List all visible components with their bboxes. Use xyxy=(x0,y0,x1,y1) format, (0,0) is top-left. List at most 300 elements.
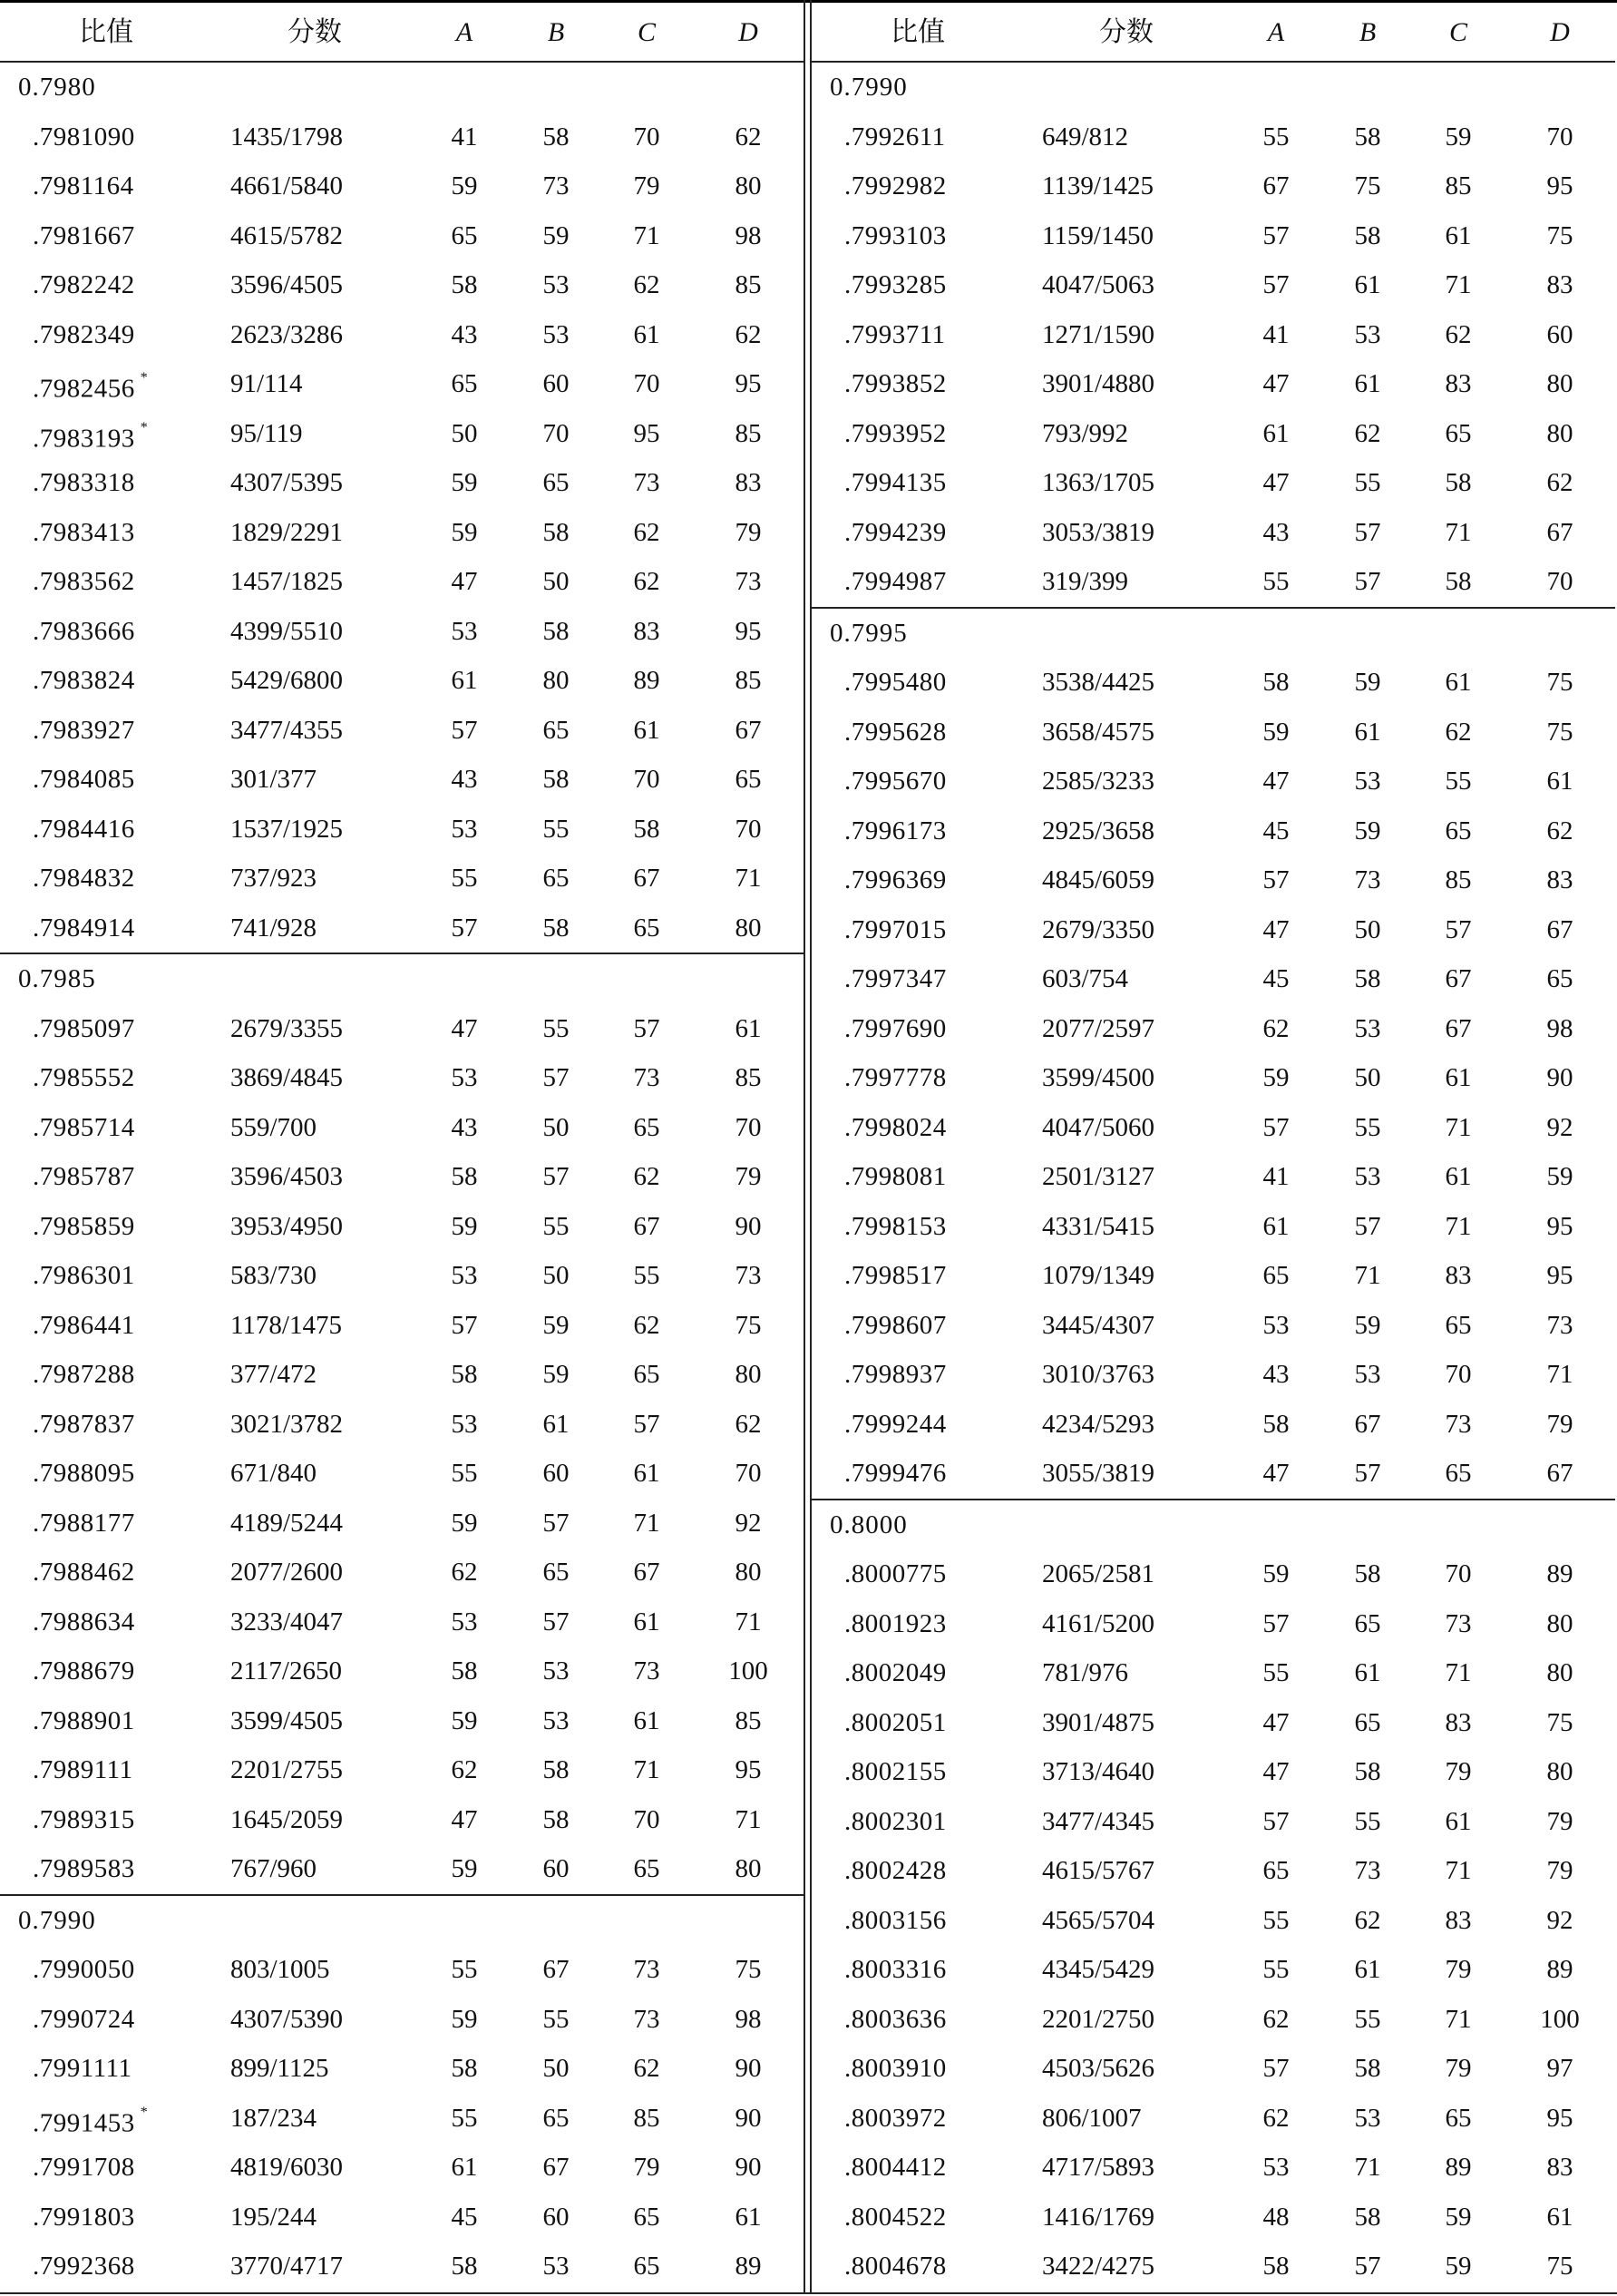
score-a-cell: 59 xyxy=(1262,1063,1290,1092)
table-row xyxy=(0,1548,804,1597)
score-b-cell: 53 xyxy=(1354,1162,1381,1191)
score-a-cell: 65 xyxy=(1262,1856,1290,1885)
score-d-cell: 85 xyxy=(735,1705,762,1735)
score-d-cell: 79 xyxy=(735,1162,762,1191)
score-c-cell: 67 xyxy=(1445,964,1472,993)
score-d-cell: 98 xyxy=(1546,1013,1573,1043)
ratio-cell xyxy=(844,2053,947,2084)
score-d-cell: 85 xyxy=(735,418,762,448)
score-c-cell: 89 xyxy=(1445,2153,1472,2182)
ratio-cell xyxy=(33,1409,135,1440)
table-row xyxy=(0,1597,804,1647)
table-body xyxy=(0,63,804,2291)
ratio-value: .7994239 xyxy=(844,517,947,547)
score-d-cell: 92 xyxy=(735,1508,762,1538)
score-a-cell: 47 xyxy=(1262,914,1290,944)
score-d-cell: 95 xyxy=(735,369,762,398)
score-c-cell: 59 xyxy=(1445,2202,1472,2232)
score-b-cell: 65 xyxy=(542,468,570,497)
score-c-cell: 83 xyxy=(1445,369,1472,398)
ratio-value: .7983562 xyxy=(33,567,135,596)
ratio-value: .7988095 xyxy=(33,1459,135,1488)
table-section xyxy=(0,1896,804,2291)
score-c-cell: 59 xyxy=(1445,122,1472,151)
fraction-cell: 3053/3819 xyxy=(1042,517,1155,547)
fraction-cell: 3477/4345 xyxy=(1042,1806,1155,1836)
ratio-cell xyxy=(33,1656,135,1686)
score-d-cell: 98 xyxy=(735,2004,762,2034)
score-a-cell: 59 xyxy=(451,1211,478,1241)
fraction-cell: 4047/5060 xyxy=(1042,1112,1155,1142)
ratio-cell xyxy=(33,1310,135,1341)
score-a-cell: 43 xyxy=(1262,1360,1290,1389)
score-d-cell: 75 xyxy=(1546,220,1573,250)
fraction-cell: 2679/3355 xyxy=(230,1013,344,1043)
table-row xyxy=(812,855,1615,905)
group-label: 0.8000 xyxy=(830,1509,908,1539)
ratio-value: .7991453 xyxy=(33,2108,135,2138)
score-b-cell: 71 xyxy=(1354,2153,1381,2182)
ratio-cell xyxy=(844,220,947,251)
score-a-cell: 47 xyxy=(1262,1459,1290,1488)
fraction-cell: 806/1007 xyxy=(1042,2103,1142,2133)
score-d-cell: 83 xyxy=(1546,2153,1573,2182)
score-b-cell: 59 xyxy=(1354,1310,1381,1340)
score-a-cell: 47 xyxy=(451,1804,478,1834)
score-a-cell: 65 xyxy=(451,220,478,250)
fraction-cell: 3869/4845 xyxy=(230,1063,344,1092)
score-c-cell: 62 xyxy=(633,517,660,547)
fraction-cell: 3953/4950 xyxy=(230,1211,344,1241)
ratio-cell xyxy=(33,319,135,350)
table-row xyxy=(812,905,1615,955)
ratio-value: .7998607 xyxy=(844,1310,947,1340)
score-d-cell: 73 xyxy=(735,1261,762,1290)
score-b-cell: 80 xyxy=(542,666,570,695)
ratio-cell xyxy=(844,1260,947,1291)
score-a-cell: 67 xyxy=(1262,171,1290,200)
score-b-cell: 58 xyxy=(542,765,570,794)
ratio-value: .7982242 xyxy=(33,270,135,299)
score-c-cell: 65 xyxy=(1445,1459,1472,1488)
ratio-value: .7998153 xyxy=(844,1211,947,1241)
score-d-cell: 67 xyxy=(735,715,762,745)
ratio-cell xyxy=(844,2202,947,2232)
fraction-cell: 781/976 xyxy=(1042,1658,1129,1687)
ratio-value: .7985552 xyxy=(33,1063,135,1092)
score-b-cell: 57 xyxy=(1354,1459,1381,1488)
score-a-cell: 59 xyxy=(451,2004,478,2034)
score-d-cell: 95 xyxy=(735,616,762,646)
ratio-cell xyxy=(33,2202,135,2232)
ratio-cell xyxy=(844,2152,947,2183)
score-d-cell: 65 xyxy=(1546,964,1573,993)
table-row xyxy=(812,1103,1615,1153)
score-c-cell: 62 xyxy=(1445,717,1472,747)
ratio-cell xyxy=(33,1804,135,1835)
table-row xyxy=(812,658,1615,708)
score-d-cell: 61 xyxy=(1546,767,1573,796)
score-c-cell: 73 xyxy=(1445,1409,1472,1439)
fraction-cell: 195/244 xyxy=(230,2202,317,2232)
ratio-value: .7986441 xyxy=(33,1310,135,1340)
ratio-cell xyxy=(33,122,135,152)
score-d-cell: 75 xyxy=(735,1955,762,1984)
score-d-cell: 85 xyxy=(735,1063,762,1092)
ratio-cell xyxy=(844,269,947,300)
ratio-value: .8002301 xyxy=(844,1806,947,1836)
ratio-value: .7998937 xyxy=(844,1360,947,1389)
group-header-row xyxy=(812,1500,1615,1550)
fraction-cell: 2925/3658 xyxy=(1042,816,1155,845)
ratio-value: .7990724 xyxy=(33,2004,135,2034)
score-c-cell: 61 xyxy=(1445,668,1472,697)
ratio-value: .7985097 xyxy=(33,1013,135,1043)
score-a-cell: 59 xyxy=(1262,717,1290,747)
score-d-cell: 59 xyxy=(1546,1162,1573,1191)
score-a-cell: 43 xyxy=(1262,517,1290,547)
fraction-cell: 737/923 xyxy=(230,864,317,893)
fraction-cell: 3596/4503 xyxy=(230,1162,344,1191)
fraction-cell: 1457/1825 xyxy=(230,567,344,596)
ratio-value: .7983318 xyxy=(33,468,135,497)
table-row xyxy=(0,805,804,855)
score-d-cell: 83 xyxy=(1546,270,1573,299)
score-c-cell: 71 xyxy=(633,1508,660,1538)
ratio-value: .7992982 xyxy=(844,171,947,200)
ratio-cell xyxy=(33,171,134,201)
table-row xyxy=(812,458,1615,508)
table-row xyxy=(0,854,804,904)
score-b-cell: 55 xyxy=(1354,468,1381,497)
table-row xyxy=(812,2242,1615,2291)
score-b-cell: 59 xyxy=(1354,668,1381,697)
score-a-cell: 61 xyxy=(451,2153,478,2182)
score-b-cell: 53 xyxy=(1354,767,1381,796)
table-row xyxy=(812,1400,1615,1450)
score-c-cell: 59 xyxy=(1445,2252,1472,2281)
score-d-cell: 83 xyxy=(1546,865,1573,894)
ratio-cell xyxy=(844,1062,947,1093)
score-d-cell: 89 xyxy=(735,2252,762,2281)
ratio-value: .7986301 xyxy=(33,1261,135,1290)
score-a-cell: 62 xyxy=(1262,1013,1290,1043)
ratio-value: .7995670 xyxy=(844,767,947,796)
group-header-row xyxy=(0,63,804,112)
ratio-cell xyxy=(844,319,946,350)
fraction-cell: 2679/3350 xyxy=(1042,914,1155,944)
score-a-cell: 59 xyxy=(1262,1559,1290,1588)
table-section xyxy=(0,954,804,1896)
ratio-value: .7981667 xyxy=(33,220,135,250)
score-c-cell: 62 xyxy=(633,2054,660,2083)
score-c-cell: 71 xyxy=(1445,1211,1472,1241)
score-d-cell: 80 xyxy=(735,1558,762,1587)
score-d-cell: 80 xyxy=(1546,418,1573,448)
ratio-value: .7982456 xyxy=(33,374,135,404)
score-a-cell: 53 xyxy=(451,616,478,646)
score-d-cell: 90 xyxy=(1546,1063,1573,1092)
fraction-cell: 4615/5767 xyxy=(1042,1856,1155,1885)
score-c-cell: 73 xyxy=(633,2004,660,2034)
score-c-cell: 83 xyxy=(1445,1905,1472,1935)
score-c-cell: 62 xyxy=(633,1162,660,1191)
fraction-cell: 3010/3763 xyxy=(1042,1360,1155,1389)
score-b-cell: 58 xyxy=(1354,2202,1381,2232)
score-b-cell: 53 xyxy=(542,1656,570,1685)
score-b-cell: 65 xyxy=(1354,1707,1381,1737)
fraction-cell: 603/754 xyxy=(1042,964,1129,993)
fraction-cell: 4565/5704 xyxy=(1042,1905,1155,1935)
ratio-cell xyxy=(33,1062,135,1093)
ratio-value: .7991708 xyxy=(33,2153,135,2182)
score-c-cell: 61 xyxy=(633,715,660,745)
ratio-cell xyxy=(33,1705,135,1736)
table-row xyxy=(812,2044,1615,2094)
ratio-cell xyxy=(844,1161,947,1192)
ratio-cell xyxy=(844,1211,947,1242)
score-b-cell: 57 xyxy=(1354,1211,1381,1241)
score-d-cell: 80 xyxy=(1546,1658,1573,1687)
score-b-cell: 61 xyxy=(1354,1955,1381,1984)
score-d-cell: 79 xyxy=(735,517,762,547)
ratio-value: .8004412 xyxy=(844,2153,947,2182)
score-a-cell: 59 xyxy=(451,517,478,547)
fraction-cell: 319/399 xyxy=(1042,567,1129,596)
score-a-cell: 47 xyxy=(1262,468,1290,497)
score-a-cell: 47 xyxy=(1262,1707,1290,1737)
score-d-cell: 80 xyxy=(735,1360,762,1389)
fraction-cell: 3596/4505 xyxy=(230,270,344,299)
table-row xyxy=(812,1698,1615,1748)
fraction-cell: 301/377 xyxy=(230,765,317,794)
ratio-value: .8000775 xyxy=(844,1559,947,1588)
ratio-value: .7981164 xyxy=(33,171,134,200)
ratio-cell xyxy=(33,1754,133,1785)
score-a-cell: 41 xyxy=(451,122,478,151)
group-header-row xyxy=(812,63,1615,112)
score-c-cell: 70 xyxy=(633,369,660,398)
table-row xyxy=(812,2193,1615,2242)
table-section xyxy=(812,609,1615,1500)
table-row xyxy=(0,1945,804,1995)
ratio-value: .8003972 xyxy=(844,2103,947,2133)
table-row xyxy=(0,1251,804,1301)
ratio-value: .8004678 xyxy=(844,2252,947,2281)
score-c-cell: 67 xyxy=(1445,1013,1472,1043)
table-row xyxy=(812,409,1615,459)
table-row xyxy=(812,211,1615,261)
table-row xyxy=(0,2193,804,2242)
ratio-value: .8001923 xyxy=(844,1608,947,1638)
score-b-cell: 55 xyxy=(1354,1806,1381,1836)
table-row xyxy=(0,1053,804,1103)
score-a-cell: 58 xyxy=(1262,2252,1290,2281)
score-c-cell: 67 xyxy=(633,1211,660,1241)
ratio-value: .7995628 xyxy=(844,717,947,747)
table-row xyxy=(812,161,1615,211)
score-a-cell: 59 xyxy=(451,468,478,497)
ratio-value: .7987288 xyxy=(33,1360,135,1389)
score-a-cell: 53 xyxy=(451,1063,478,1092)
score-b-cell: 53 xyxy=(542,270,570,299)
score-a-cell: 65 xyxy=(451,369,478,398)
score-b-cell: 60 xyxy=(542,1854,570,1883)
score-a-cell: 53 xyxy=(1262,1310,1290,1340)
score-d-cell: 75 xyxy=(1546,2252,1573,2281)
ratio-cell xyxy=(844,1558,947,1589)
score-c-cell: 79 xyxy=(1445,2054,1472,2083)
table-row xyxy=(812,1797,1615,1847)
score-c-cell: 67 xyxy=(633,864,660,893)
fraction-cell: 5429/6800 xyxy=(230,666,344,695)
ratio-value: .8002051 xyxy=(844,1707,947,1737)
score-c-cell: 65 xyxy=(633,1112,660,1142)
score-a-cell: 57 xyxy=(1262,1112,1290,1142)
table-row xyxy=(812,757,1615,806)
score-a-cell: 55 xyxy=(1262,567,1290,596)
score-c-cell: 61 xyxy=(633,319,660,349)
score-a-cell: 41 xyxy=(1262,1162,1290,1191)
ratio-value: .7997690 xyxy=(844,1013,947,1043)
fraction-cell: 1178/1475 xyxy=(230,1310,342,1340)
table-row xyxy=(0,1646,804,1696)
score-d-cell: 97 xyxy=(1546,2054,1573,2083)
ratio-cell xyxy=(844,865,947,895)
score-c-cell: 73 xyxy=(633,1955,660,1984)
ratio-cell xyxy=(844,517,947,548)
fraction-cell: 671/840 xyxy=(230,1459,317,1488)
score-b-cell: 53 xyxy=(542,1705,570,1735)
table-row xyxy=(812,1896,1615,1946)
score-d-cell: 95 xyxy=(1546,1261,1573,1290)
ratio-value: .7982349 xyxy=(33,319,135,349)
header-fraction: 分数 xyxy=(287,17,342,47)
header-d: D xyxy=(738,17,758,47)
score-d-cell: 92 xyxy=(1546,1905,1573,1935)
score-b-cell: 58 xyxy=(1354,964,1381,993)
score-b-cell: 62 xyxy=(1354,418,1381,448)
table-row xyxy=(812,1945,1615,1995)
ratio-cell xyxy=(844,1608,947,1639)
table-row xyxy=(0,1696,804,1746)
ratio-cell xyxy=(33,418,148,454)
ratio-value: .7988634 xyxy=(33,1607,135,1637)
fraction-cell: 4615/5782 xyxy=(230,220,344,250)
table-row xyxy=(812,1053,1615,1103)
table-row xyxy=(0,211,804,261)
score-b-cell: 61 xyxy=(1354,1658,1381,1687)
score-a-cell: 41 xyxy=(1262,319,1290,349)
score-d-cell: 67 xyxy=(1546,1459,1573,1488)
table-row xyxy=(812,557,1615,607)
header-ratio: 比值 xyxy=(891,17,945,47)
fraction-cell: 583/730 xyxy=(230,1261,317,1290)
ratio-cell xyxy=(844,766,947,796)
score-b-cell: 55 xyxy=(542,814,570,844)
fraction-cell: 2065/2581 xyxy=(1042,1559,1155,1588)
ratio-cell xyxy=(33,665,135,696)
table-row xyxy=(0,1202,804,1252)
ratio-cell xyxy=(33,1508,135,1539)
score-a-cell: 57 xyxy=(451,913,478,943)
score-c-cell: 71 xyxy=(633,1755,660,1784)
fraction-cell: 1139/1425 xyxy=(1042,171,1154,200)
fraction-cell: 2077/2597 xyxy=(1042,1013,1155,1043)
score-d-cell: 67 xyxy=(1546,914,1573,944)
score-b-cell: 73 xyxy=(542,171,570,200)
score-b-cell: 61 xyxy=(1354,369,1381,398)
score-d-cell: 61 xyxy=(735,1013,762,1043)
score-b-cell: 57 xyxy=(1354,567,1381,596)
score-c-cell: 71 xyxy=(633,220,660,250)
score-c-cell: 70 xyxy=(1445,1559,1472,1588)
fraction-cell: 3901/4880 xyxy=(1042,369,1155,398)
score-c-cell: 65 xyxy=(633,1360,660,1389)
ratio-cell xyxy=(33,1853,135,1884)
fraction-cell: 187/234 xyxy=(230,2103,317,2133)
score-c-cell: 58 xyxy=(1445,567,1472,596)
score-d-cell: 90 xyxy=(735,2054,762,2083)
table-section xyxy=(812,1500,1615,2291)
header-b: B xyxy=(1359,17,1377,47)
right-panel xyxy=(812,3,1615,2291)
score-b-cell: 65 xyxy=(1354,1608,1381,1638)
ratio-value: .7992368 xyxy=(33,2252,135,2281)
group-label: 0.7990 xyxy=(830,73,908,102)
score-c-cell: 70 xyxy=(1445,1360,1472,1389)
ratio-value: .7996369 xyxy=(844,865,947,894)
score-c-cell: 65 xyxy=(1445,2103,1472,2133)
score-a-cell: 43 xyxy=(451,1112,478,1142)
score-d-cell: 62 xyxy=(735,319,762,349)
score-c-cell: 79 xyxy=(633,171,660,200)
ratio-cell xyxy=(33,368,148,405)
ratio-cell xyxy=(844,1013,947,1044)
ratio-cell xyxy=(33,1161,135,1192)
ratio-value: .7989583 xyxy=(33,1854,135,1883)
score-a-cell: 59 xyxy=(451,1705,478,1735)
score-d-cell: 89 xyxy=(1546,1559,1573,1588)
table-row xyxy=(0,904,804,953)
table-row xyxy=(812,1747,1615,1797)
ratio-cell xyxy=(844,171,947,201)
score-d-cell: 80 xyxy=(1546,369,1573,398)
score-c-cell: 79 xyxy=(633,2153,660,2182)
ratio-cell xyxy=(844,1310,947,1341)
score-b-cell: 65 xyxy=(542,864,570,893)
table-row xyxy=(0,2143,804,2193)
score-a-cell: 61 xyxy=(1262,418,1290,448)
score-c-cell: 71 xyxy=(1445,1856,1472,1885)
group-header-row xyxy=(0,1896,804,1946)
score-b-cell: 67 xyxy=(542,2153,570,2182)
table-row xyxy=(0,1400,804,1450)
score-b-cell: 53 xyxy=(1354,2103,1381,2133)
score-b-cell: 55 xyxy=(542,1013,570,1043)
table-row xyxy=(0,409,804,459)
fraction-cell: 3713/4640 xyxy=(1042,1757,1155,1786)
score-b-cell: 58 xyxy=(542,1755,570,1784)
fraction-cell: 4345/5429 xyxy=(1042,1955,1155,1984)
ratio-value: .7999476 xyxy=(844,1459,947,1488)
score-c-cell: 65 xyxy=(1445,1310,1472,1340)
table-row xyxy=(0,1350,804,1400)
score-b-cell: 60 xyxy=(542,369,570,398)
ratio-cell xyxy=(844,1905,947,1936)
table-row xyxy=(812,359,1615,409)
ratio-cell xyxy=(33,863,135,894)
